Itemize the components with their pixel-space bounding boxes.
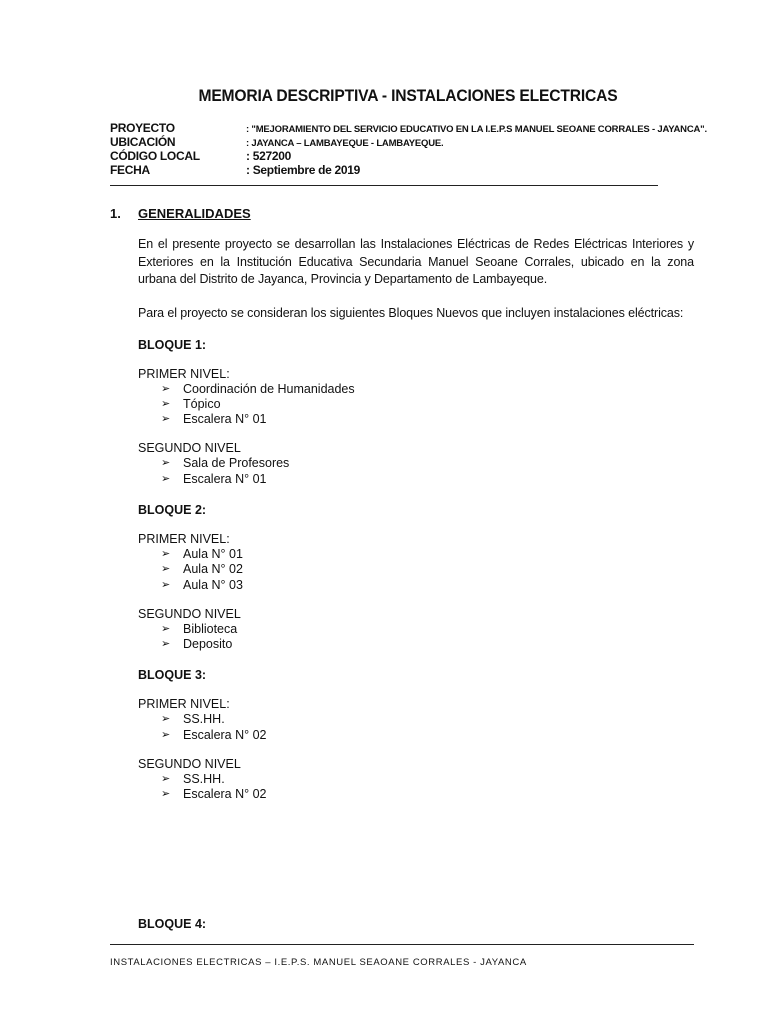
list-item-text: Aula N° 01: [183, 546, 243, 561]
arrow-bullet-icon: ➢: [161, 397, 171, 410]
arrow-bullet-icon: ➢: [161, 547, 171, 560]
level-label: SEGUNDO NIVEL: [138, 441, 241, 456]
meta-value: : Septiembre de 2019: [246, 163, 361, 177]
list-item-text: Biblioteca: [183, 621, 238, 636]
item-list: [138, 622, 694, 653]
list-item: [138, 397, 694, 412]
list-item: [138, 622, 694, 637]
arrow-bullet-icon: ➢: [161, 773, 171, 786]
arrow-bullet-icon: ➢: [161, 638, 171, 651]
meta-key: CÓDIGO LOCAL: [110, 149, 200, 163]
list-item: [138, 412, 694, 427]
item-list: [138, 456, 694, 487]
arrow-bullet-icon: ➢: [161, 472, 171, 485]
list-item-text: Escalera N° 01: [183, 412, 267, 427]
section-body: [138, 236, 694, 803]
list-item-text: SS.HH.: [183, 772, 225, 787]
arrow-bullet-icon: ➢: [161, 713, 171, 726]
list-item: [138, 562, 694, 577]
document-title: MEMORIA DESCRIPTIVA - INSTALACIONES ELECTRICAS: [198, 86, 618, 105]
block-heading: BLOQUE 4:: [138, 917, 207, 931]
section-heading: [110, 206, 251, 221]
arrow-bullet-icon: ➢: [161, 728, 171, 741]
arrow-bullet-icon: ➢: [161, 578, 171, 591]
list-item-text: Escalera N° 01: [183, 471, 267, 486]
list-item: [138, 728, 694, 743]
meta-value: : "MEJORAMIENTO DEL SERVICIO EDUCATIVO EN LA I.E.P.S MANUEL SEOANE CORRALES - JAYANCA".: [246, 124, 707, 135]
paragraph: Para el proyecto se consideran los siguientes Bloques Nuevos que incluyen instalaciones eléctricas:: [138, 305, 684, 320]
meta-row-location: [110, 135, 707, 149]
meta-key: PROYECTO: [110, 121, 175, 135]
meta-row-project: [110, 121, 707, 135]
list-item: [138, 456, 694, 471]
list-item: [138, 712, 694, 727]
list-item: [138, 472, 694, 487]
block-heading: BLOQUE 1:: [138, 337, 207, 352]
item-list: [138, 382, 694, 428]
block-heading: BLOQUE 2:: [138, 502, 207, 517]
meta-value: : 527200: [246, 149, 291, 163]
list-item: [138, 787, 694, 802]
list-item-text: Coordinación de Humanidades: [183, 381, 355, 396]
list-item-text: Sala de Profesores: [183, 456, 290, 471]
arrow-bullet-icon: ➢: [161, 563, 171, 576]
level-label: SEGUNDO NIVEL: [138, 757, 241, 772]
block-heading: BLOQUE 3:: [138, 668, 207, 683]
paragraph: En el presente proyecto se desarrollan las Instalaciones Eléctricas de Redes Eléctricas Interiores y Exteriores en la Institución Educativa Secundaria Manuel Seoane Corrales, ubicado en la zona urbana del Distrito de Jayanca, Provincia y Departamento de Lambayeque.: [138, 237, 694, 286]
item-list: [138, 772, 694, 803]
item-list: [138, 547, 694, 593]
list-item-text: Escalera N° 02: [183, 787, 267, 802]
list-item-text: Aula N° 02: [183, 562, 243, 577]
meta-value: : JAYANCA – LAMBAYEQUE - LAMBAYEQUE.: [246, 138, 444, 149]
project-metadata: [110, 121, 707, 177]
list-item-text: SS.HH.: [183, 712, 225, 727]
arrow-bullet-icon: ➢: [161, 788, 171, 801]
arrow-bullet-icon: ➢: [161, 382, 171, 395]
meta-row-date: [110, 163, 707, 177]
header-divider: [110, 185, 658, 186]
section-number: 1.: [110, 206, 121, 221]
list-item-text: Tópico: [183, 396, 221, 411]
section-label: GENERALIDADES: [138, 206, 251, 221]
footer-divider: [110, 944, 694, 945]
item-list: [138, 712, 694, 743]
list-item-text: Aula N° 03: [183, 577, 243, 592]
level-label: PRIMER NIVEL:: [138, 366, 230, 381]
page-footer: INSTALACIONES ELECTRICAS – I.E.P.S. MANUEL SEAOANE CORRALES - JAYANCA: [110, 957, 527, 968]
arrow-bullet-icon: ➢: [161, 413, 171, 426]
level-label: PRIMER NIVEL:: [138, 531, 230, 546]
list-item: [138, 637, 694, 652]
list-item: [138, 382, 694, 397]
level-label: PRIMER NIVEL:: [138, 697, 230, 712]
meta-row-local-code: [110, 149, 707, 163]
list-item: [138, 547, 694, 562]
list-item: [138, 772, 694, 787]
arrow-bullet-icon: ➢: [161, 457, 171, 470]
list-item-text: Escalera N° 02: [183, 727, 267, 742]
meta-key: FECHA: [110, 163, 150, 177]
list-item-text: Deposito: [183, 637, 233, 652]
list-item: [138, 578, 694, 593]
arrow-bullet-icon: ➢: [161, 622, 171, 635]
meta-key: UBICACIÓN: [110, 135, 176, 149]
blocks-list: [138, 337, 694, 803]
level-label: SEGUNDO NIVEL: [138, 606, 241, 621]
